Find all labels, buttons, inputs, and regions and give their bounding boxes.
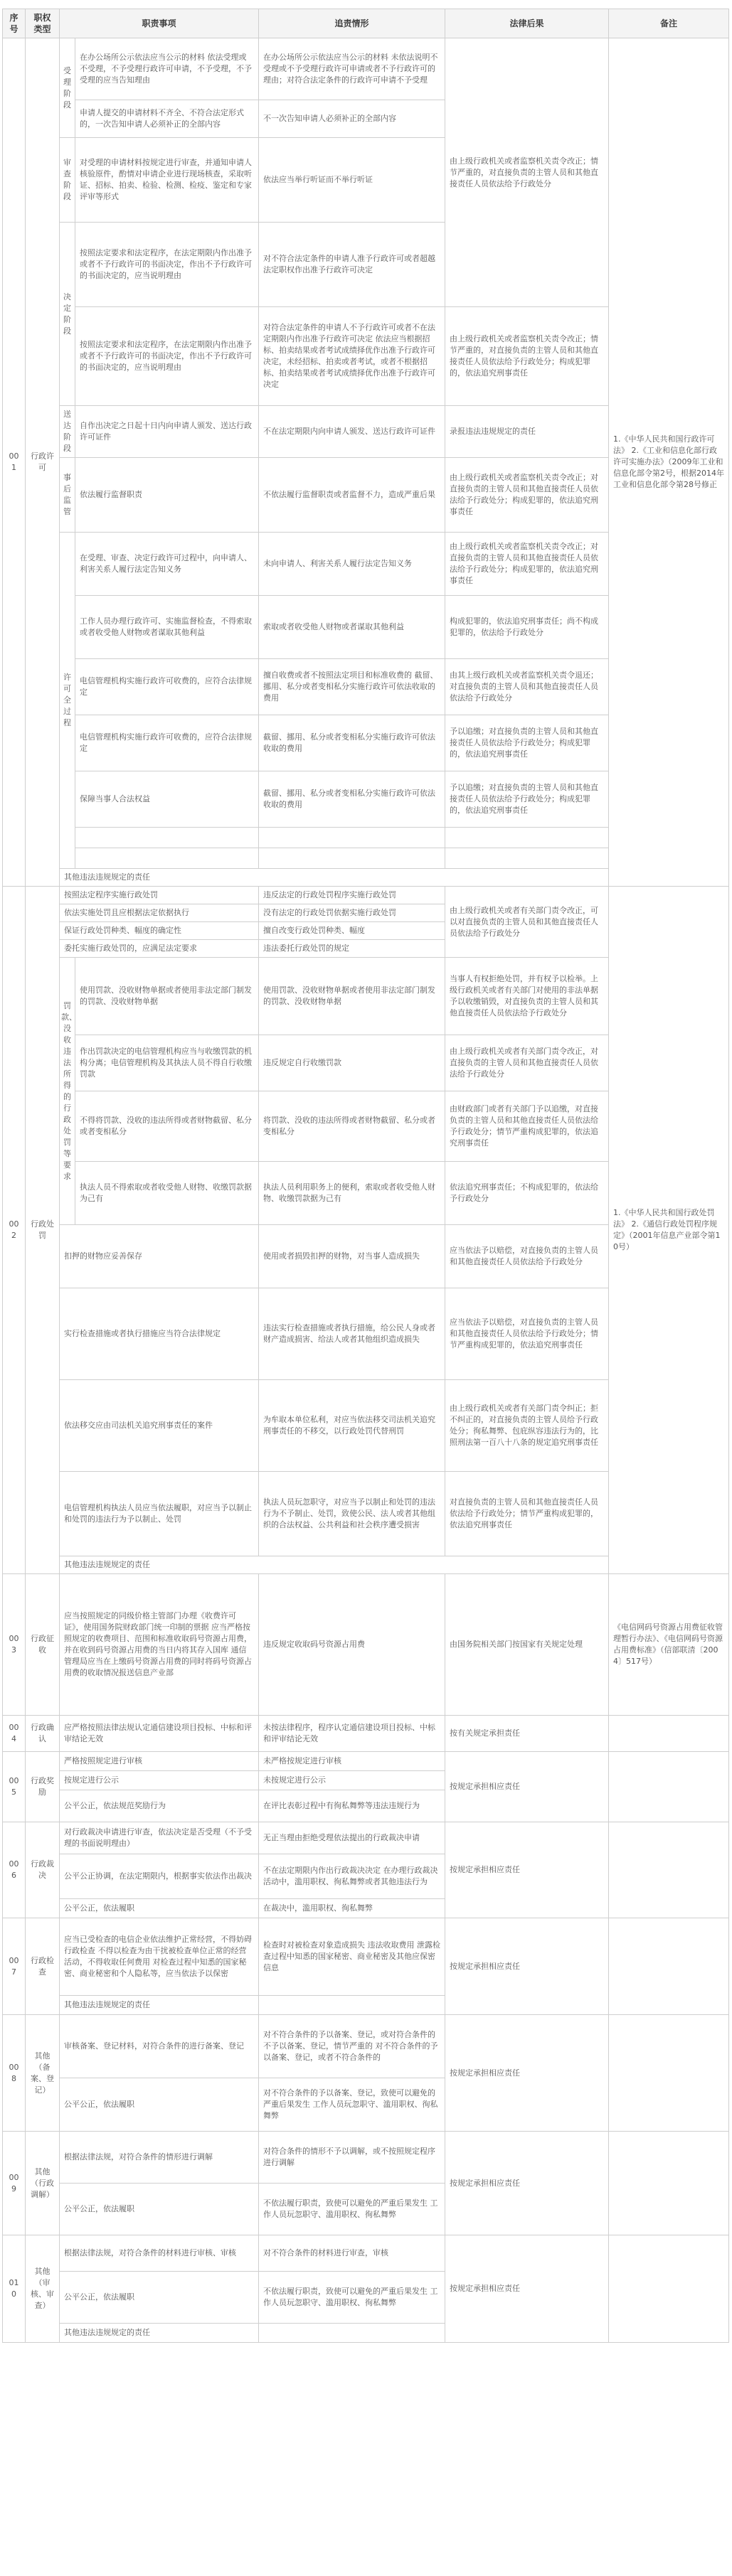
liability-cell: 违反法定的行政处罚程序实施行政处罚 xyxy=(259,887,445,904)
table-row xyxy=(3,1918,729,1996)
liability-cell: 不依法履行职责，致使可以避免的严重后果发生 工作人员玩忽职守、滥用职权、徇私舞弊 xyxy=(259,2184,445,2235)
liability-cell: 对符合条件的情形不予以调解，或不按照规定程序进行调解 xyxy=(259,2132,445,2184)
duty-cell: 电信管理机构实施行政许可收费的，应符合法律规定 xyxy=(75,715,259,771)
liability-cell: 索取或者收受他人财物或者谋取其他利益 xyxy=(259,596,445,659)
duty-cell: 申请人提交的申请材料不齐全、不符合法定形式的，一次告知申请人必须补正的全部内容 xyxy=(75,100,259,138)
tail-cell: 其他违法违规规定的责任 xyxy=(60,869,609,887)
liability-cell: 对不符合法定条件的申请人准予行政许可或者超越法定职权作出准予行政许可决定 xyxy=(259,223,445,307)
duty-cell: 公平公正，依法履职 xyxy=(60,2184,259,2235)
duty-cell: 在受理、审查、决定行政许可过程中，向申请人、利害关系人履行法定告知义务 xyxy=(75,533,259,596)
consequence-cell: 由上级行政机关或者有关部门责令纠正；拒不纠正的，对直接负责的主管人员给予行政处分；徇私舞弊、包庇纵容违法行为的，比照刑法第一百八十八条的规定追究刑事责任 xyxy=(445,1380,609,1472)
duty-cell: 依法履行监督职责 xyxy=(75,458,259,533)
duty-cell: 公平公正，依法规范奖励行为 xyxy=(60,1790,259,1822)
table-row xyxy=(3,1822,729,1854)
liability-cell: 使用罚款、没收财物单据或者使用非法定部门制发的罚款、没收财物单据 xyxy=(259,958,445,1035)
liability-cell xyxy=(259,848,445,869)
liability-cell: 不在法定期限内向申请人颁发、送达行政许可证件 xyxy=(259,406,445,458)
duty-cell: 实行检查措施或者执行措施应当符合法律规定 xyxy=(60,1288,259,1380)
header-duty: 职责事项 xyxy=(60,9,259,38)
duty-cell: 电信管理机构执法人员应当依法履职，对应当予以制止和处罚的违法行为予以制止、处罚 xyxy=(60,1472,259,1556)
note-cell: 1.《中华人民共和国行政许可法》 2.《工业和信息化部行政许可实施办法》（2009年工业和信息化部令第2号，根据2014年工业和信息化部令第28号修正 xyxy=(609,38,729,887)
note-cell xyxy=(609,2132,729,2235)
consequence-cell: 由上级行政机关或者监察机关责令改正；情节严重的，对直接负责的主管人员和其他直接责任人员依法给予行政处分 xyxy=(445,38,609,307)
liability-cell xyxy=(259,2324,445,2343)
liability-cell: 在评比表彰过程中有徇私舞弊等违法违规行为 xyxy=(259,1790,445,1822)
note-cell xyxy=(609,1822,729,1918)
duty-cell: 其他违法违规规定的责任 xyxy=(60,2324,259,2343)
duty-cell: 其他违法违规规定的责任 xyxy=(60,1996,259,2015)
liability-cell: 违法委托行政处罚的规定 xyxy=(259,940,445,958)
row-num: 005 xyxy=(3,1752,26,1822)
liability-cell: 将罚款、没收的违法所得或者财物截留、私分或者变相私分 xyxy=(259,1091,445,1162)
duty-cell: 对受理的申请材料按规定进行审查，并通知申请人核验原件，酌情对申请企业进行现场核查，采取听证、招标、拍卖、检验、检测、检疫、鉴定和专家评审等形式 xyxy=(75,138,259,223)
row-type: 行政裁决 xyxy=(26,1822,60,1918)
note-cell: 1.《中华人民共和国行政处罚法》 2.《通信行政处罚程序规定》（2001年信息产业部令第10号） xyxy=(609,887,729,1574)
row-type: 行政处罚 xyxy=(26,887,60,1574)
consequence-cell: 予以追缴；对直接负责的主管人员和其他直接责任人员依法给予行政处分；构成犯罪的，依法追究刑事责任 xyxy=(445,715,609,771)
duty-cell: 根据法律法规，对符合条件的情形进行调解 xyxy=(60,2132,259,2184)
duty-cell: 公平公正，依法履职 xyxy=(60,1899,259,1918)
liability-cell: 在裁决中，滥用职权、徇私舞弊 xyxy=(259,1899,445,1918)
liability-cell: 不一次告知申请人必须补正的全部内容 xyxy=(259,100,445,138)
duty-cell: 工作人员办理行政许可、实施监督检查，不得索取或者收受他人财物或者谋取其他利益 xyxy=(75,596,259,659)
phase-label: 许可全过程 xyxy=(60,533,75,869)
consequence-cell: 由国务院相关部门按国家有关规定处理 xyxy=(445,1574,609,1716)
table-row xyxy=(3,887,729,904)
table-row xyxy=(3,38,729,100)
duty-cell: 自作出决定之日起十日内向申请人颁发、送达行政许可证件 xyxy=(75,406,259,458)
duty-cell: 委托实施行政处罚的，应满足法定要求 xyxy=(60,940,259,958)
duty-cell: 严格按照规定进行审核 xyxy=(60,1752,259,1771)
duty-cell: 不得将罚款、没收的违法所得或者财物截留、私分或者变相私分 xyxy=(75,1091,259,1162)
phase-label: 受理阶段 xyxy=(60,38,75,138)
consequence-cell: 由上级行政机关或者有关部门责令改正，对直接负责的主管人员和其他直接责任人员依法给予行政处分 xyxy=(445,1035,609,1091)
responsibility-table xyxy=(2,9,729,2343)
liability-cell: 未严格按规定进行审核 xyxy=(259,1752,445,1771)
liability-cell: 违法实行检查措施或者执行措施，给公民人身或者财产造成损害、给法人或者其他组织造成损失 xyxy=(259,1288,445,1380)
consequence-cell: 按规定承担相应责任 xyxy=(445,1822,609,1918)
consequence-cell: 按规定承担相应责任 xyxy=(445,2015,609,2132)
row-type: 行政检查 xyxy=(26,1918,60,2015)
row-num: 006 xyxy=(3,1822,26,1918)
consequence-cell: 由上级行政机关或者有关部门责令改正，可以对直接负责的主管人员和其他直接责任人员依法给予行政处分 xyxy=(445,887,609,958)
duty-cell: 应当已受检查的电信企业依法维护正常经营，不得妨碍行政检查 不得以检查为由干扰被检查单位正常的经营活动，不得收取任何费用 对检查过程中知悉的国家秘密、商业秘密和个人隐私等，应当依法予以保密 xyxy=(60,1918,259,1996)
liability-cell: 截留、挪用、私分或者变相私分实施行政许可依法收取的费用 xyxy=(259,771,445,828)
liability-cell: 未按规定进行公示 xyxy=(259,1771,445,1790)
phase-label: 决定阶段 xyxy=(60,223,75,406)
table-row xyxy=(3,2132,729,2184)
table-row xyxy=(3,1574,729,1716)
consequence-cell: 应当依法予以赔偿，对直接负责的主管人员和其他直接责任人员依法给予行政处分 xyxy=(445,1225,609,1288)
liability-cell: 无正当理由拒绝受理依法提出的行政裁决申请 xyxy=(259,1822,445,1854)
consequence-cell: 按规定承担相应责任 xyxy=(445,1752,609,1822)
duty-cell: 应当按照规定的同级价格主管部门办理《收费许可证》，使用国务院财政部门统一印制的票据 应当严格按照规定的收费项目、范围和标准收取码号资源占用费，并在收到码号资源占用费的当日内将其存入国库 通信管理局应当在上缴码号资源占用费的同时将码号资源占用费的收取情况报送信息产业部 xyxy=(60,1574,259,1716)
consequence-cell: 对直接负责的主管人员和其他直接责任人员依法给予行政处分；情节严重构成犯罪的，依法追究刑事责任 xyxy=(445,1472,609,1556)
liability-cell: 对不符合条件的予以备案、登记，致使可以避免的严重后果发生 工作人员玩忽职守、滥用职权、徇私舞弊 xyxy=(259,2078,445,2132)
row-num: 009 xyxy=(3,2132,26,2235)
note-cell xyxy=(609,1752,729,1822)
liability-cell: 为牟取本单位私利，对应当依法移交司法机关追究刑事责任的不移交，以行政处罚代替刑罚 xyxy=(259,1380,445,1472)
duty-cell: 按规定进行公示 xyxy=(60,1771,259,1790)
tail-cell: 其他违法违规规定的责任 xyxy=(60,1556,609,1574)
liability-cell: 违反规定自行收缴罚款 xyxy=(259,1035,445,1091)
consequence-cell: 按规定承担相应责任 xyxy=(445,2235,609,2343)
liability-cell: 检查时对被检查对象造成损失 违法收取费用 泄露检查过程中知悉的国家秘密、商业秘密及其他应保密信息 xyxy=(259,1918,445,1996)
row-num: 010 xyxy=(3,2235,26,2343)
duty-cell: 对行政裁决申请进行审查，依法决定是否受理（不予受理的书面说明理由） xyxy=(60,1822,259,1854)
phase-label: 事后监管 xyxy=(60,458,75,533)
consequence-cell: 予以追缴；对直接负责的主管人员和其他直接责任人员依法给予行政处分；构成犯罪的，依法追究刑事责任 xyxy=(445,771,609,828)
consequence-cell: 按规定承担相应责任 xyxy=(445,2132,609,2235)
header-liability: 追责情形 xyxy=(259,9,445,38)
consequence-cell: 由上级行政机关或者监察机关责令改正；情节严重的，对直接负责的主管人员和其他直接责任人员依法给予行政处分；构成犯罪的，依法追究刑事责任 xyxy=(445,307,609,406)
row-num: 008 xyxy=(3,2015,26,2132)
row-num: 004 xyxy=(3,1716,26,1752)
consequence-cell: 依法追究刑事责任；不构成犯罪的，依法给予行政处分 xyxy=(445,1162,609,1225)
duty-cell: 公平公正协调，在法定期限内，根据事实依法作出裁决 xyxy=(60,1854,259,1899)
duty-cell: 电信管理机构实施行政许可收费的，应符合法律规定 xyxy=(75,659,259,715)
header-note: 备注 xyxy=(609,9,729,38)
note-cell xyxy=(609,1918,729,2015)
table-row xyxy=(3,2015,729,2078)
table-row xyxy=(3,1716,729,1752)
consequence-cell: 按有关规定承担责任 xyxy=(445,1716,609,1752)
duty-cell: 按照法定程序实施行政处罚 xyxy=(60,887,259,904)
note-cell xyxy=(609,1716,729,1752)
table-header-row xyxy=(3,9,729,38)
table-row xyxy=(3,2235,729,2272)
row-type: 行政许可 xyxy=(26,38,60,887)
liability-cell: 执法人员利用职务上的便利，索取或者收受他人财物、收缴罚款据为己有 xyxy=(259,1162,445,1225)
header-consequence: 法律后果 xyxy=(445,9,609,38)
phase-label: 送达阶段 xyxy=(60,406,75,458)
consequence-cell: 按规定承担相应责任 xyxy=(445,1918,609,2015)
duty-cell: 作出罚款决定的电信管理机构应当与收缴罚款的机构分离；电信管理机构及其执法人员不得自行收缴罚款 xyxy=(75,1035,259,1091)
header-num: 序号 xyxy=(3,9,26,38)
duty-cell: 保障当事人合法权益 xyxy=(75,771,259,828)
duty-cell: 按照法定要求和法定程序，在法定期限内作出准予或者不予行政许可的书面决定，作出不予行政许可的书面决定的，应当说明理由 xyxy=(75,307,259,406)
liability-cell: 不依法履行监督职责或者监督不力，造成严重后果 xyxy=(259,458,445,533)
liability-cell: 擅自改变行政处罚种类、幅度 xyxy=(259,922,445,940)
duty-cell: 扣押的财物应妥善保存 xyxy=(60,1225,259,1288)
phase-label: 罚款、没收违法所得的行政处罚等要求 xyxy=(60,958,75,1225)
row-type: 行政奖励 xyxy=(26,1752,60,1822)
consequence-cell: 当事人有权拒绝处罚，并有权予以检举。上级行政机关或者有关部门对使用的非法单据予以收缴销毁，对直接负责的主管人员和其他直接责任人员依法给予行政处分 xyxy=(445,958,609,1035)
duty-cell: 保证行政处罚种类、幅度的确定性 xyxy=(60,922,259,940)
duty-cell: 公平公正，依法履职 xyxy=(60,2078,259,2132)
consequence-cell: 录报违法违规规定的责任 xyxy=(445,406,609,458)
note-cell xyxy=(609,2235,729,2343)
consequence-cell: 构成犯罪的，依法追究刑事责任；尚不构成犯罪的，依法给予行政处分 xyxy=(445,596,609,659)
consequence-cell xyxy=(445,828,609,848)
row-type: 行政征收 xyxy=(26,1574,60,1716)
consequence-cell xyxy=(445,848,609,869)
liability-cell: 在办公场所公示依法应当公示的材料 未依法说明不受理或不予受理行政许可申请或者不予行政许可的理由；对符合法定条件的行政许可申请不予受理 xyxy=(259,38,445,100)
consequence-cell: 由财政部门或者有关部门予以追缴，对直接负责的主管人员和其他直接责任人员依法给予行政处分；情节严重构成犯罪的，依法追究刑事责任 xyxy=(445,1091,609,1162)
liability-cell: 未按法律程序，程序认定通信建设项目投标、中标和评审结论无效 xyxy=(259,1716,445,1752)
liability-cell: 未向申请人、利害关系人履行法定告知义务 xyxy=(259,533,445,596)
duty-cell: 审核备案、登记材料，对符合条件的进行备案、登记 xyxy=(60,2015,259,2078)
duty-cell: 在办公场所公示依法应当公示的材料 依法受理或不受理，不予受理行政许可申请，不予受理，不予受理的应当告知理由 xyxy=(75,38,259,100)
duty-cell: 根据法律法规，对符合条件的材料进行审核、审核 xyxy=(60,2235,259,2272)
liability-cell: 擅自收费或者不按照法定项目和标准收费的 截留、挪用、私分或者变相私分实施行政许可依法收取的费用 xyxy=(259,659,445,715)
liability-cell: 对不符合条件的予以备案、登记，或对符合条件的不予以备案、登记，情节严重的 对不符合条件的予以备案、登记，或者不符合条件的 xyxy=(259,2015,445,2078)
liability-cell xyxy=(259,1996,445,2015)
duty-cell xyxy=(75,848,259,869)
liability-cell: 没有法定的行政处罚依据实施行政处罚 xyxy=(259,904,445,922)
liability-cell xyxy=(259,828,445,848)
duty-cell: 应严格按照法律法规认定通信建设项目投标、中标和评审结论无效 xyxy=(60,1716,259,1752)
liability-cell: 截留、挪用、私分或者变相私分实施行政许可依法收取的费用 xyxy=(259,715,445,771)
note-cell xyxy=(609,2015,729,2132)
row-type: 其他（备案、登记） xyxy=(26,2015,60,2132)
consequence-cell: 应当依法予以赔偿，对直接负责的主管人员和其他直接责任人员依法给予行政处分；情节严重构成犯罪的，依法追究刑事责任 xyxy=(445,1288,609,1380)
row-num: 007 xyxy=(3,1918,26,2015)
duty-cell: 公平公正，依法履职 xyxy=(60,2272,259,2324)
liability-cell: 不在法定期限内作出行政裁决决定 在办理行政裁决活动中，滥用职权、徇私舞弊或者其他违法行为 xyxy=(259,1854,445,1899)
liability-cell: 不依法履行职责，致使可以避免的严重后果发生 工作人员玩忽职守、滥用职权、徇私舞弊 xyxy=(259,2272,445,2324)
liability-cell: 依法应当举行听证而不举行听证 xyxy=(259,138,445,223)
liability-cell: 对不符合条件的材料进行审查，审核 xyxy=(259,2235,445,2272)
header-type: 职权类型 xyxy=(26,9,60,38)
duty-cell: 依法移交应由司法机关追究刑事责任的案件 xyxy=(60,1380,259,1472)
liability-cell: 执法人员玩忽职守，对应当予以制止和处罚的违法行为不予制止、处罚，致使公民、法人或者其他组织的合法权益、公共利益和社会秩序遭受损害 xyxy=(259,1472,445,1556)
row-num: 002 xyxy=(3,887,26,1574)
row-type: 其他（审核、审查） xyxy=(26,2235,60,2343)
duty-cell xyxy=(75,828,259,848)
row-num: 001 xyxy=(3,38,26,887)
liability-cell: 违反规定收取码号资源占用费 xyxy=(259,1574,445,1716)
phase-label: 审查阶段 xyxy=(60,138,75,223)
duty-cell: 执法人员不得索取或者收受他人财物、收缴罚款据为己有 xyxy=(75,1162,259,1225)
row-num: 003 xyxy=(3,1574,26,1716)
duty-cell: 按照法定要求和法定程序，在法定期限内作出准予或者不予行政许可的书面决定，作出不予行政许可的书面决定的，应当说明理由 xyxy=(75,223,259,307)
consequence-cell: 由上级行政机关或者监察机关责令改正；对直接负责的主管人员和其他直接责任人员依法给予行政处分；构成犯罪的，依法追究刑事责任 xyxy=(445,458,609,533)
row-type: 行政确认 xyxy=(26,1716,60,1752)
liability-cell: 对符合法定条件的申请人不予行政许可或者不在法定期限内作出准予行政许可决定 依法应当根据招标、拍卖结果或者考试成绩择优作出准予行政许可决定，未经招标、拍卖或者考试，或者不根据招标、拍卖结果或者考试成绩择优作出准予行政许可决定 xyxy=(259,307,445,406)
duty-cell: 依法实施处罚且应根据法定依据执行 xyxy=(60,904,259,922)
table-row xyxy=(3,1752,729,1771)
consequence-cell: 由其上级行政机关或者监察机关责令退还；对直接负责的主管人员和其他直接责任人员依法给予行政处分 xyxy=(445,659,609,715)
liability-cell: 使用或者损毁扣押的财物，对当事人造成损失 xyxy=(259,1225,445,1288)
row-type: 其他（行政调解） xyxy=(26,2132,60,2235)
note-cell: 《电信网码号资源占用费征收管理暂行办法》、《电信网码号资源占用费标准》（信部联清〔2004〕517号） xyxy=(609,1574,729,1716)
consequence-cell: 由上级行政机关或者监察机关责令改正；对直接负责的主管人员和其他直接责任人员依法给予行政处分；构成犯罪的，依法追究刑事责任 xyxy=(445,533,609,596)
duty-cell: 使用罚款、没收财物单据或者使用非法定部门制发的罚款、没收财物单据 xyxy=(75,958,259,1035)
